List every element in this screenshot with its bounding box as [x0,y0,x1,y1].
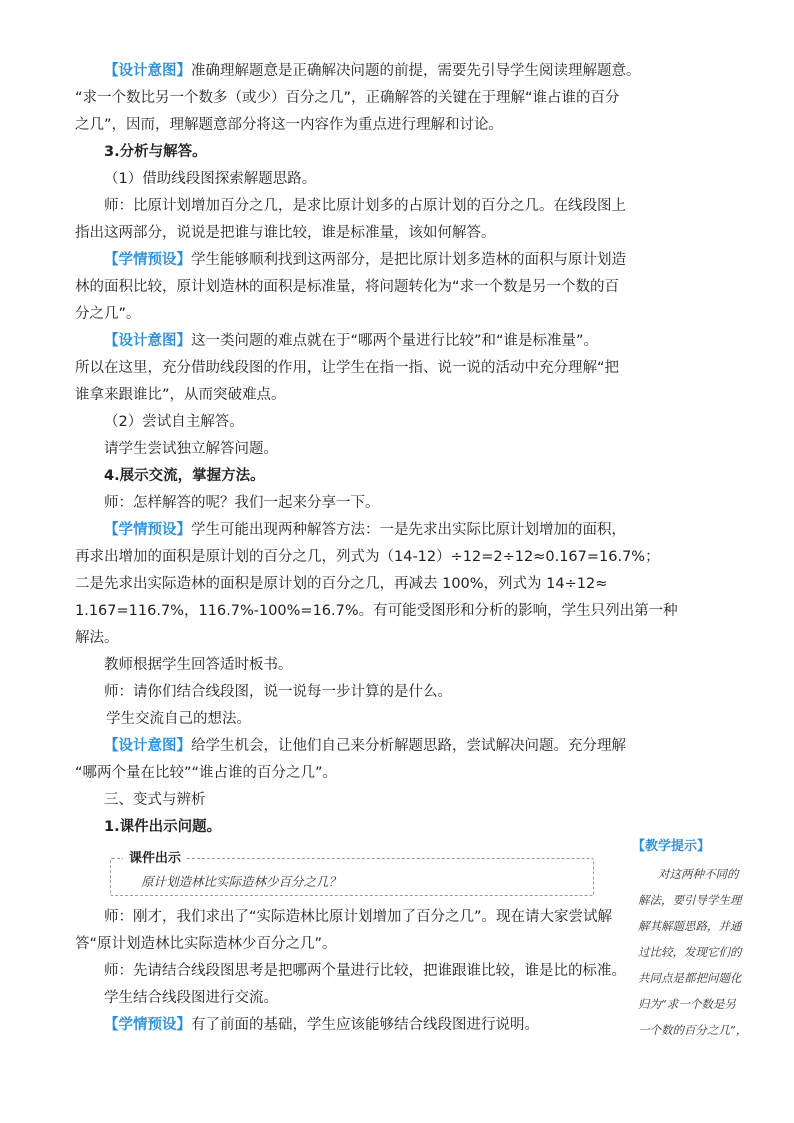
paragraph-line-6: 师：比原计划增加百分之几，是求比原计划多的占原计划的百分之几。在线段图上 [104,198,626,214]
teaching-tip-line: 共同点是都把问题化 [638,971,742,985]
paragraph-line-23: 教师根据学生回答适时板书。 [104,657,293,673]
design-intent-tag: 【设计意图】 [104,63,191,79]
paragraph-line-22: 解法。 [75,630,119,646]
paragraph-line-15: 请学生尝试独立解答问题。 [104,441,278,457]
teaching-tip-line: 一个数的百分之几”， [638,1023,748,1037]
paragraph-line-31: 答“原计划造林比实际造林少百分之几”。 [75,936,337,952]
paragraph-line-12: 所以在这里，充分借助线段图的作用，让学生在指一指、说一说的活动中充分理解“把 [75,360,620,376]
paragraph-line-26 [104,736,626,756]
subheading-1: （1）借助线段图探索解题思路。 [104,171,317,187]
design-intent-tag: 【设计意图】 [104,738,191,754]
line-text: 这一类问题的难点就在于“哪两个量进行比较”和“谁是标准量”。 [191,333,599,349]
paragraph-line-1 [104,61,641,81]
paragraph-line-8 [104,250,626,270]
paragraph-line-2: “求一个数比另一个数多（或少）百分之几”，正确解答的关键在于理解“谁占谁的百分 [75,90,620,106]
line-text: 给学生机会，让他们自己来分析解题思路，尝试解决问题。充分理解 [191,738,626,754]
paragraph-line-10: 分之几”。 [75,306,141,322]
paragraph-line-9: 林的面积比较，原计划造林的面积是标准量，将问题转化为“求一个数是另一个数的百 [75,279,620,295]
paragraph-line-30: 师：刚才，我们求出了“实际造林比原计划增加了百分之几”。现在请大家尝试解 [104,909,613,925]
learning-preview-tag: 【学情预设】 [104,252,191,268]
courseware-callout-box [110,851,594,896]
teaching-tip-title: 【教学提示】 [632,839,711,854]
subheading-2: （2）尝试自主解答。 [104,414,244,430]
paragraph-line-21: 1.167=116.7%，116.7%-100%=16.7%。有可能受图形和分析的影响，学生只列出第一种 [75,603,678,619]
paragraph-line-34 [104,1015,539,1035]
paragraph-line-3: 之几”，因而，理解题意部分将这一内容作为重点进行理解和讨论。 [75,117,504,133]
paragraph-line-11 [104,331,598,351]
callout-title: 课件出示 [123,851,187,867]
paragraph-line-19: 再求出增加的面积是原计划的百分之几，列式为（14-12）÷12=2÷12≈0.167=16.7%； [75,549,660,565]
paragraph-line-20: 二是先求出实际造林的面积是原计划的百分之几，再减去 100%，列式为 14÷12≈ [75,576,608,592]
learning-preview-tag: 【学情预设】 [104,522,191,538]
learning-preview-tag: 【学情预设】 [104,1017,191,1033]
line-text: 准确理解题意是正确解决问题的前提，需要先引导学生阅读理解题意。 [191,63,641,79]
teaching-tip-line: 解法，要引导学生理 [638,893,742,907]
paragraph-line-7: 指出这两部分，说说是把谁与谁比较，谁是标准量，该如何解答。 [75,225,496,241]
teaching-tip-line: 对这两种不同的 [658,867,739,881]
paragraph-line-24: 师：请你们结合线段图，说一说每一步计算的是什么。 [104,684,452,700]
section-heading-three: 三、变式与辨析 [104,792,206,808]
teaching-tip-line: 归为“求一个数是另 [638,997,736,1011]
paragraph-line-17: 师：怎样解答的呢？我们一起来分享一下。 [104,495,380,511]
paragraph-line-13: 谁拿来跟谁比”，从而突破难点。 [75,387,286,403]
line-text: 有了前面的基础，学生应该能够结合线段图进行说明。 [191,1017,539,1033]
section-heading-3: 3.分析与解答。 [104,144,207,160]
line-text: 学生能够顺利找到这两部分，是把比原计划多造林的面积与原计划造 [191,252,626,268]
callout-question: 原计划造林比实际造林少百分之几？ [141,874,342,889]
paragraph-line-32: 师：先请结合线段图思考是把哪两个量进行比较，把谁跟谁比较，谁是比的标准。 [104,963,626,979]
line-text: 学生可能出现两种解答方法：一是先求出实际比原计划增加的面积， [191,522,626,538]
paragraph-line-25: 学生交流自己的想法。 [106,711,251,727]
section-heading-4: 4.展示交流，掌握方法。 [104,468,265,484]
teaching-tip-line: 过比较，发现它们的 [638,945,742,959]
design-intent-tag: 【设计意图】 [104,333,191,349]
paragraph-line-33: 学生结合线段图进行交流。 [104,990,278,1006]
paragraph-line-27: “哪两个量在比较”“谁占谁的百分之几”。 [75,765,338,781]
teaching-tip-line: 解其解题思路，并通 [638,919,742,933]
paragraph-line-18 [104,520,626,540]
section-heading-1: 1.课件出示问题。 [104,819,222,835]
